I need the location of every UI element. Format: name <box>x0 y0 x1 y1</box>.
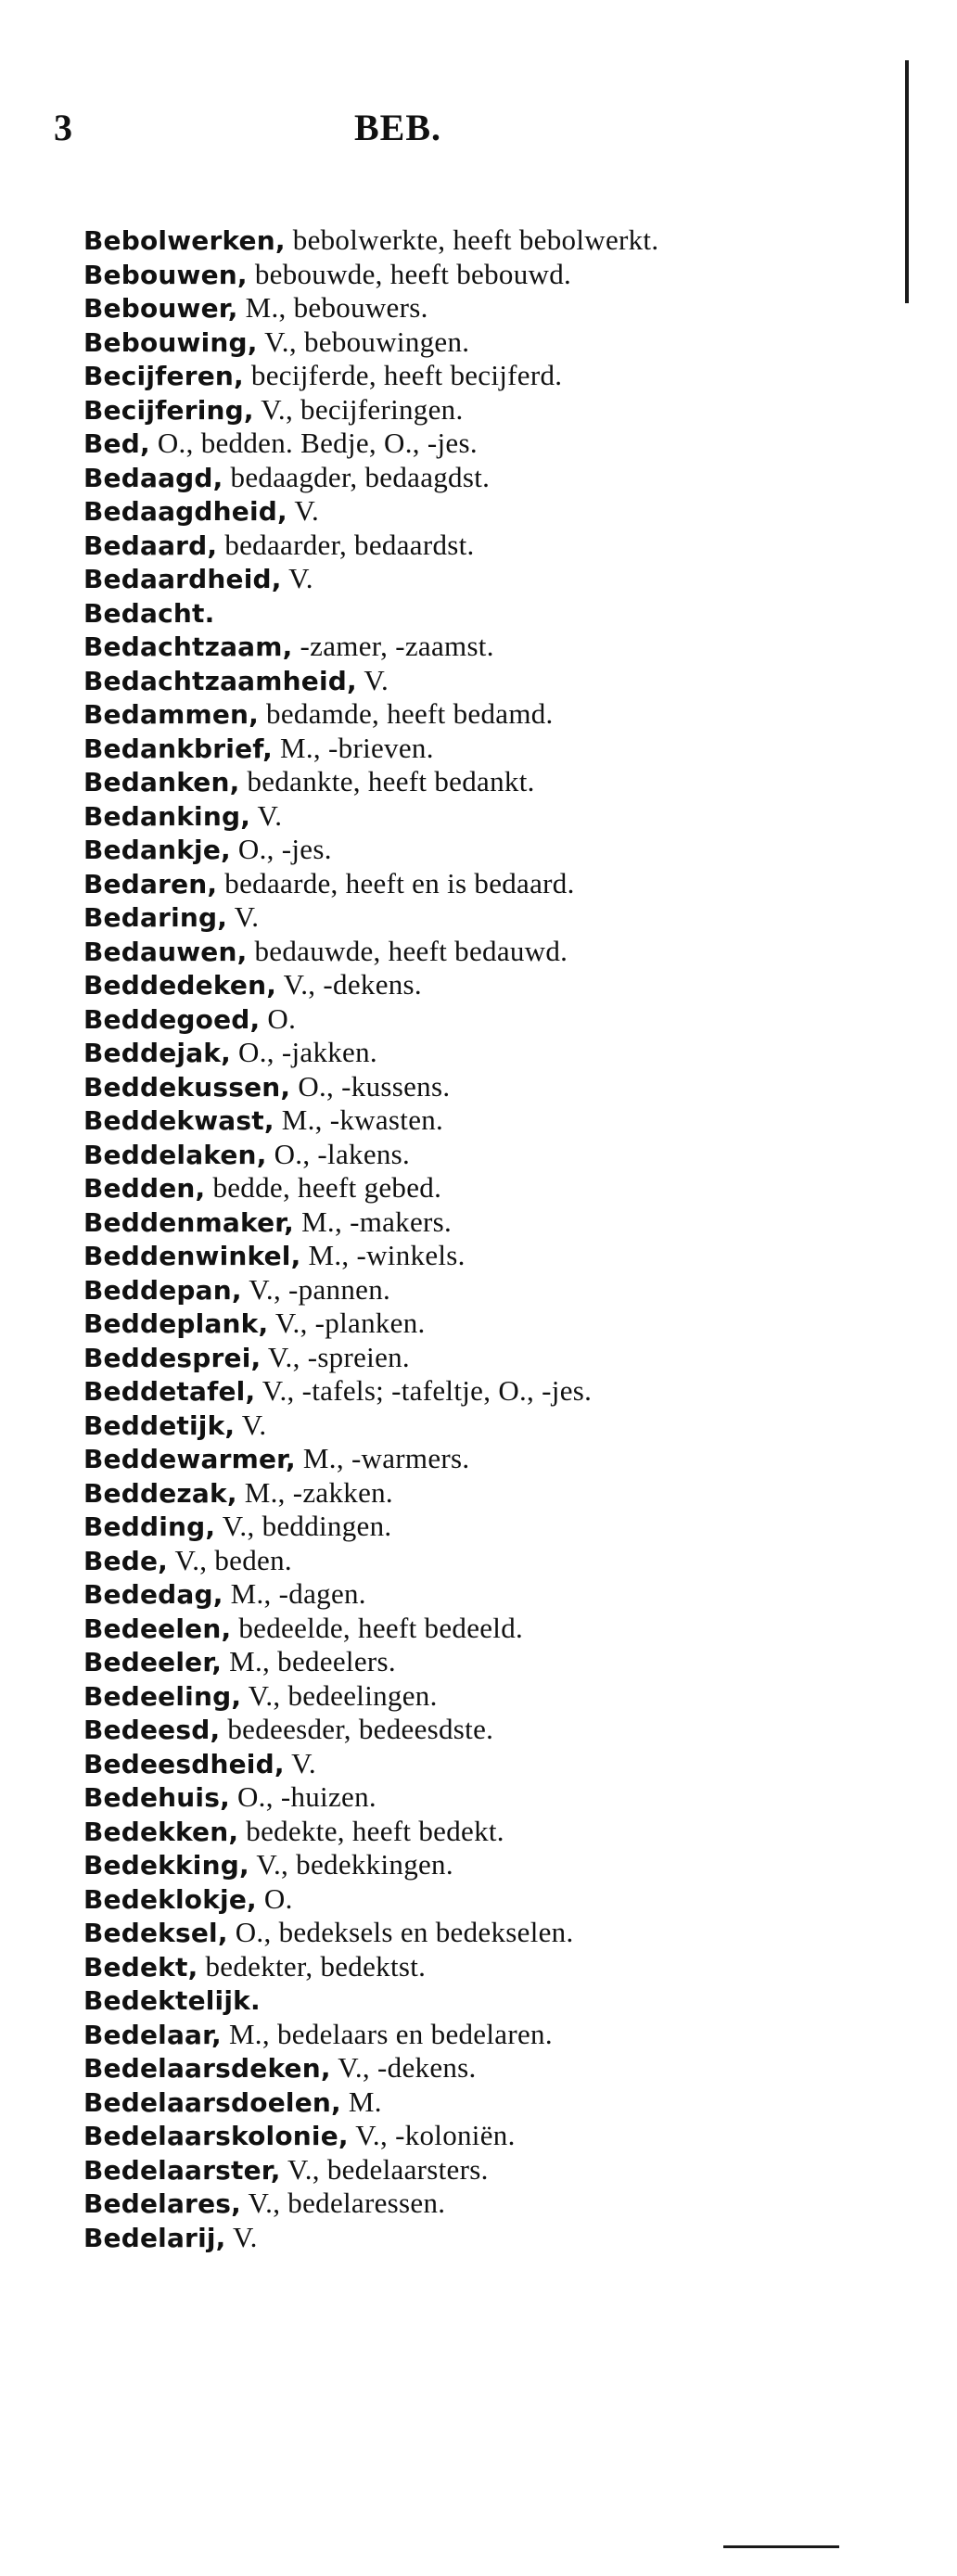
dictionary-entry <box>83 562 765 596</box>
dictionary-entry <box>83 494 765 529</box>
entry-headword: Bedektelijk. <box>83 1985 261 2016</box>
dictionary-entry <box>83 1713 765 1747</box>
entry-headword: Bedelaarster, <box>83 2154 281 2186</box>
entry-definition: M. <box>340 2085 382 2118</box>
entry-list <box>83 223 765 2254</box>
entry-headword: Bedelaarskolonie, <box>83 2121 349 2151</box>
dictionary-entry <box>83 1070 765 1104</box>
dictionary-entry <box>83 2085 765 2120</box>
entry-definition: O., -kussens. <box>290 1069 451 1103</box>
entry-headword: Bedachtzaamheid, <box>83 665 357 696</box>
entry-definition: M., bedelaars en bedelaren. <box>221 2017 553 2050</box>
entry-headword: Beddegoed, <box>83 1003 261 1035</box>
dictionary-entry <box>83 1882 765 1917</box>
dictionary-entry <box>83 325 765 360</box>
dictionary-entry <box>83 291 765 325</box>
entry-headword: Bedelares, <box>83 2188 241 2219</box>
entry-definition: bedde, heeft gebed. <box>205 1171 442 1204</box>
entry-definition: V., -dekens. <box>276 968 422 1001</box>
entry-definition: bedeelde, heeft bedeeld. <box>231 1611 524 1644</box>
entry-definition: bedaagder, bedaagdst. <box>223 460 491 493</box>
entry-headword: Bedachtzaam, <box>83 631 293 662</box>
entry-headword: Becijferen, <box>83 361 244 391</box>
entry-headword: Bebouwing, <box>83 326 258 358</box>
entry-definition: O., -jes. <box>230 833 332 865</box>
entry-headword: Bedehuis, <box>83 1782 230 1813</box>
dictionary-entry <box>83 393 765 427</box>
page-number: 3 <box>54 107 72 148</box>
dictionary-entry <box>83 1205 765 1240</box>
entry-definition: V. <box>225 2220 258 2253</box>
dictionary-entry <box>83 697 765 732</box>
dictionary-entry <box>83 900 765 935</box>
entry-headword: Bebouwen, <box>83 259 248 290</box>
entry-definition: bedekte, heeft bedekt. <box>238 1814 504 1847</box>
dictionary-entry <box>83 1612 765 1646</box>
entry-definition: bedaarder, bedaardst. <box>217 528 475 561</box>
entry-headword: Bedankje, <box>83 835 231 865</box>
entry-definition: V., beddingen. <box>215 1510 392 1542</box>
entry-headword: Becijfering, <box>83 394 254 426</box>
entry-headword: Beddetafel, <box>83 1376 256 1407</box>
entry-definition: V. <box>356 663 389 696</box>
entry-headword: Bedaagdheid, <box>83 496 287 527</box>
entry-definition: V., beden. <box>168 1543 292 1576</box>
dictionary-entry <box>83 2187 765 2221</box>
dictionary-entry <box>83 2119 765 2153</box>
margin-rule <box>905 60 909 303</box>
entry-headword: Bedaagd, <box>83 462 223 493</box>
dictionary-entry <box>83 833 765 867</box>
entry-definition: V., -koloniën. <box>348 2119 516 2151</box>
entry-headword: Bedankbrief, <box>83 733 273 764</box>
entry-headword: Beddenwinkel, <box>83 1241 301 1271</box>
entry-definition: bedeesder, bedeesdste. <box>220 1713 494 1745</box>
entry-headword: Bedeeling, <box>83 1680 242 1712</box>
entry-headword: Bedaardheid, <box>83 564 282 594</box>
dictionary-entry <box>83 1645 765 1679</box>
dictionary-entry <box>83 258 765 292</box>
entry-headword: Bedelaar, <box>83 2019 222 2050</box>
dictionary-entry <box>83 799 765 834</box>
entry-headword: Bedauwen, <box>83 936 248 967</box>
entry-definition: V., bedeelingen. <box>241 1678 438 1712</box>
entry-headword: Bedding, <box>83 1511 216 1542</box>
dictionary-entry <box>83 1848 765 1882</box>
entry-headword: Bedacht. <box>83 597 215 629</box>
entry-definition: M., -winkels. <box>300 1239 466 1271</box>
dictionary-entry <box>83 1171 765 1205</box>
dictionary-entry <box>83 664 765 698</box>
entry-definition: V., -tafels; -tafeltje, O., -jes. <box>255 1374 593 1407</box>
entry-definition: M., bebouwers. <box>237 291 428 324</box>
dictionary-entry <box>83 2018 765 2052</box>
dictionary-entry <box>83 2153 765 2187</box>
entry-definition: M., -makers. <box>294 1205 453 1238</box>
entry-definition: M., -brieven. <box>272 731 434 764</box>
dictionary-entry <box>83 1442 765 1476</box>
entry-definition: becijferde, heeft becijferd. <box>243 359 563 391</box>
dictionary-entry <box>83 1341 765 1375</box>
entry-definition: V. <box>235 1408 267 1441</box>
dictionary-entry <box>83 1002 765 1037</box>
entry-definition: bebolwerkte, heeft bebolwerkt. <box>285 223 659 256</box>
entry-headword: Bedekt, <box>83 1951 198 1983</box>
entry-definition: V., bedelaarsters. <box>280 2152 489 2186</box>
dictionary-entry <box>83 1409 765 1443</box>
entry-definition: V. <box>281 562 313 594</box>
entry-definition: M., -kwasten. <box>274 1103 444 1136</box>
dictionary-entry <box>83 359 765 393</box>
dictionary-entry <box>83 1747 765 1781</box>
entry-headword: Bedaren, <box>83 868 218 899</box>
entry-definition: V. <box>227 900 260 933</box>
entry-headword: Beddekussen, <box>83 1071 291 1103</box>
entry-headword: Beddewarmer, <box>83 1444 296 1474</box>
entry-definition: M., -zakken. <box>236 1475 393 1509</box>
entry-headword: Bedelaarsdoelen, <box>83 2086 341 2118</box>
entry-headword: Beddesprei, <box>83 1342 262 1373</box>
dictionary-entry <box>83 461 765 495</box>
entry-headword: Bedekking, <box>83 1850 249 1881</box>
entry-headword: Bede, <box>83 1545 169 1576</box>
entry-definition: V. <box>284 1746 316 1779</box>
entry-definition: O., -huizen. <box>229 1780 376 1813</box>
entry-definition: V., bedekkingen. <box>249 1848 453 1881</box>
entry-headword: Beddetijk, <box>83 1409 236 1441</box>
entry-headword: Bedeelen, <box>83 1613 232 1644</box>
entry-headword: Bedanking, <box>83 800 251 832</box>
dictionary-entry <box>83 2051 765 2085</box>
entry-definition: O. <box>260 1001 297 1035</box>
dictionary-entry <box>83 1239 765 1273</box>
entry-headword: Bedelarij, <box>83 2222 226 2253</box>
dictionary-entry <box>83 1983 765 2018</box>
dictionary-entry <box>83 1103 765 1138</box>
dictionary-entry <box>83 1036 765 1070</box>
dictionary-entry <box>83 935 765 969</box>
entry-headword: Beddepan, <box>83 1274 242 1306</box>
entry-headword: Bebolwerken, <box>83 225 286 256</box>
dictionary-entry <box>83 1374 765 1409</box>
dictionary-entry <box>83 1510 765 1544</box>
entry-definition: O., -jakken. <box>230 1036 377 1068</box>
dictionary-entry <box>83 1307 765 1341</box>
entry-definition: V., -pannen. <box>241 1272 391 1306</box>
entry-headword: Beddekwast, <box>83 1105 274 1136</box>
entry-definition: -zamer, -zaamst. <box>292 630 494 662</box>
dictionary-entry <box>83 968 765 1002</box>
entry-definition: V. <box>287 494 320 527</box>
entry-definition: V., becijferingen. <box>253 392 464 426</box>
entry-headword: Bedaard, <box>83 529 218 561</box>
dictionary-entry <box>83 1679 765 1714</box>
corner-rule <box>723 2545 839 2548</box>
entry-definition: V., bebouwingen. <box>257 325 470 358</box>
entry-definition: bedauwde, heeft bedauwd. <box>247 934 568 967</box>
dictionary-entry <box>83 630 765 664</box>
dictionary-entry <box>83 1138 765 1172</box>
entry-headword: Bed, <box>83 428 150 459</box>
entry-definition: bedamde, heeft bedamd. <box>258 697 554 730</box>
dictionary-entry <box>83 765 765 799</box>
running-head: BEB. <box>354 107 442 148</box>
dictionary-entry <box>83 223 765 258</box>
entry-headword: Bedeksel, <box>83 1918 228 1948</box>
entry-headword: Bedeeler, <box>83 1647 223 1677</box>
entry-headword: Bedelaarsdeken, <box>83 2053 331 2084</box>
entry-headword: Beddeplank, <box>83 1308 269 1339</box>
dictionary-entry <box>83 867 765 901</box>
entry-headword: Bedden, <box>83 1173 206 1204</box>
entry-definition: O., bedden. Bedje, O., -jes. <box>149 427 478 459</box>
entry-headword: Bedeklokje, <box>83 1883 257 1915</box>
entry-headword: Bedeesd, <box>83 1715 221 1745</box>
dictionary-entry <box>83 1273 765 1307</box>
entry-definition: O., -lakens. <box>266 1137 411 1170</box>
entry-headword: Bedeesdheid, <box>83 1748 285 1779</box>
entry-headword: Bedaring, <box>83 902 228 933</box>
entry-definition: V., bedelaressen. <box>240 2187 446 2219</box>
dictionary-entry <box>83 1780 765 1815</box>
entry-definition: M., bedeelers. <box>222 1645 396 1677</box>
entry-definition: O. <box>256 1881 293 1915</box>
entry-definition: V., -planken. <box>268 1307 426 1339</box>
entry-definition: V. <box>250 798 283 832</box>
entry-definition: M., -dagen. <box>223 1577 366 1610</box>
entry-definition: bebouwde, heeft bebouwd. <box>247 257 572 290</box>
entry-headword: Bedanken, <box>83 767 240 797</box>
dictionary-entry <box>83 1950 765 1984</box>
dictionary-entry <box>83 1916 765 1950</box>
entry-headword: Bebouwer, <box>83 293 238 324</box>
entry-definition: V., -spreien. <box>261 1340 410 1373</box>
entry-headword: Bedekken, <box>83 1816 239 1847</box>
dictionary-entry <box>83 1815 765 1849</box>
entry-headword: Bededag, <box>83 1579 223 1610</box>
dictionary-entry <box>83 596 765 631</box>
dictionary-entry <box>83 1544 765 1578</box>
dictionary-entry <box>83 732 765 766</box>
entry-definition: O., bedeksels en bedekselen. <box>227 1916 574 1948</box>
entry-definition: bedaarde, heeft en is bedaard. <box>217 866 575 899</box>
dictionary-entry <box>83 2221 765 2255</box>
entry-headword: Beddedeken, <box>83 970 277 1001</box>
entry-headword: Bedammen, <box>83 699 259 730</box>
entry-headword: Beddejak, <box>83 1038 231 1068</box>
dictionary-entry <box>83 427 765 461</box>
entry-headword: Beddenmaker, <box>83 1206 295 1238</box>
dictionary-entry <box>83 529 765 563</box>
dictionary-entry <box>83 1577 765 1612</box>
entry-definition: bedekter, bedektst. <box>198 1949 427 1983</box>
entry-headword: Beddelaken, <box>83 1139 267 1170</box>
entry-definition: bedankte, heeft bedankt. <box>239 765 535 797</box>
entry-definition: M., -warmers. <box>295 1442 470 1474</box>
entry-headword: Beddezak, <box>83 1477 237 1509</box>
dictionary-entry <box>83 1476 765 1511</box>
entry-definition: V., -dekens. <box>330 2051 477 2084</box>
